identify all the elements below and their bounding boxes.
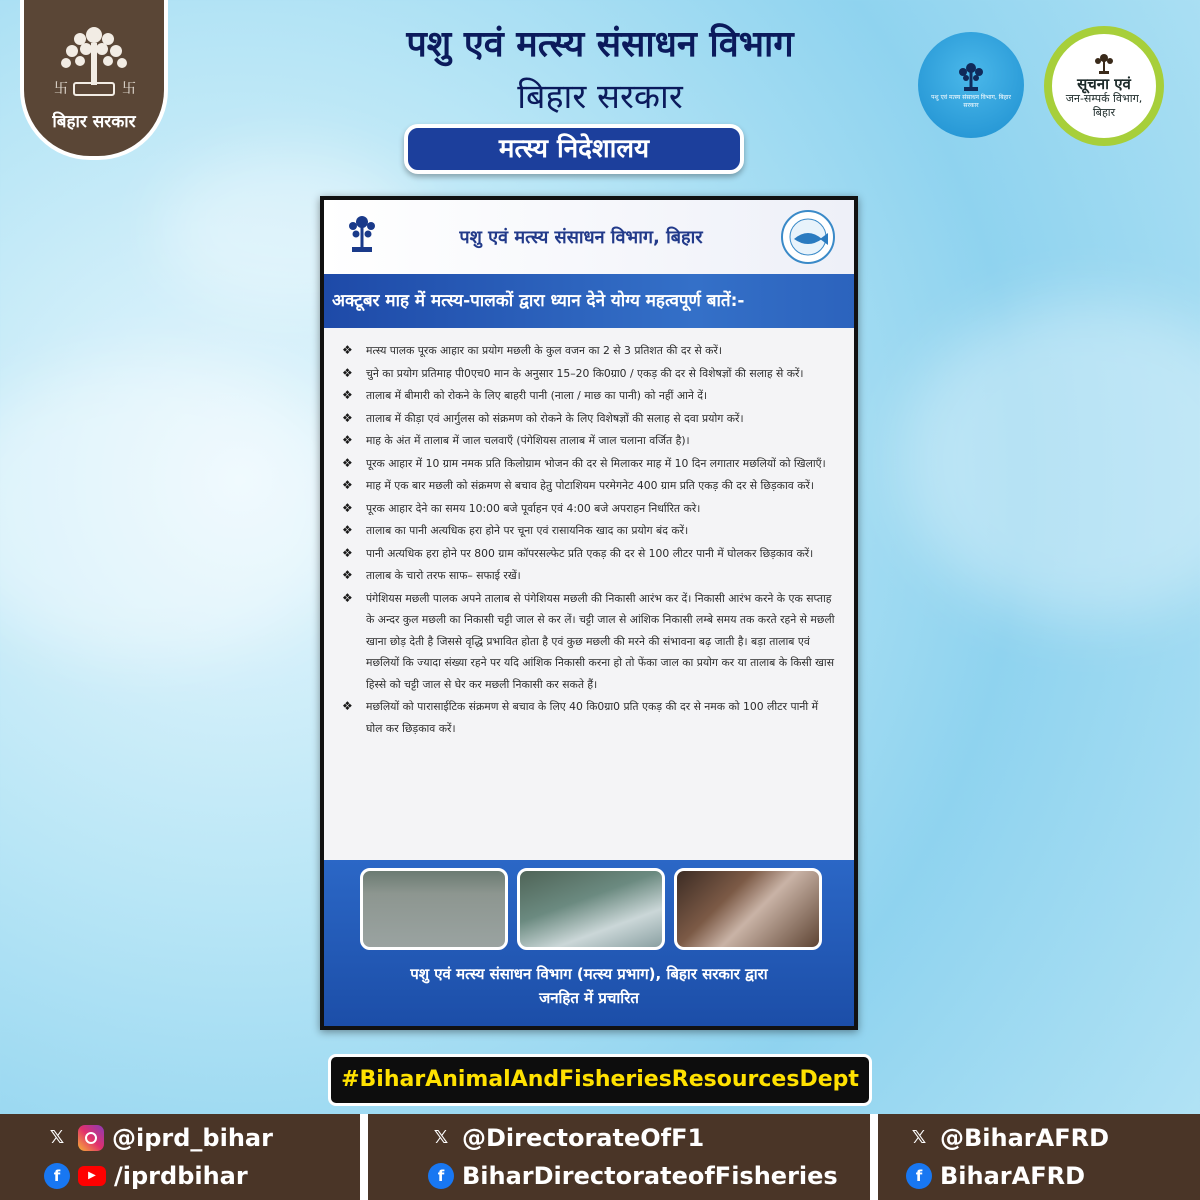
social-row (906, 1162, 1200, 1190)
x-icon: 𝕏 (49, 1127, 65, 1148)
svg-text:卐: 卐 (122, 81, 136, 97)
bullet-icon: ❖ (342, 343, 353, 357)
bullet-icon: ❖ (342, 365, 353, 380)
bullet-icon: ❖ (342, 433, 353, 447)
iprd-logo-line2: जन-सम्पर्क विभाग, (1065, 92, 1143, 105)
bihar-emblem-icon (342, 212, 382, 262)
advisory-text: माह के अंत में तालाब में जाल चलवाएँ (पंगेशियस तालाब में जाल चलाना वर्जित है)। (366, 434, 690, 447)
bullet-icon: ❖ (342, 568, 353, 582)
afrd-handle[interactable]: @BiharAFRD (940, 1124, 1110, 1152)
social-column-directorate (360, 1114, 870, 1200)
aerator-pond-photo (517, 868, 665, 950)
pond-photo (360, 868, 508, 950)
advisory-text: चुने का प्रयोग प्रतिमाह पी0एच0 मान के अनुसार 15–20 कि0ग्रा0 / एकड़ की दर से विशेषज्ञों की सलाह से करें। (366, 366, 804, 380)
social-row (44, 1162, 360, 1190)
footer-line2: जनहित में प्रचारित (539, 989, 639, 1007)
list-item (338, 565, 836, 587)
iprd-logo (1044, 26, 1164, 146)
facebook-icon: f (44, 1163, 70, 1189)
advisory-text: पंगेशियस मछली पालक अपने तालाब से पंगेशियस मछली की निकासी आरंभ कर दें। निकासी आरंभ करने के एक सप्ताह के अन्दर कुल मछली का निकासी चट्टी जाल से कर लें। चट्टी जाल से आंशिक निकासी लम्बे समय तक करते रहने से मछली खाना छोड़ देती है जिससे वृद्धि प्रभावित होता है एवं कुछ मछली की मरने की संभावना बढ़ जाती है। बड़ा तालाब एवं मछलियों कि ज्यादा संख्या रहने पर यदि आंशिक निकासी करना हो तो फेंका जाल का प्रयोग कर या तालाब के किसी खास हिस्से को चट्टी जाल से घेर कर मछली निकासी कर सकते हैं। (366, 591, 835, 691)
advisory-list (324, 328, 854, 739)
directorate-badge: मत्स्य निदेशालय (404, 124, 744, 174)
social-column-afrd (870, 1114, 1200, 1200)
list-item (338, 588, 836, 696)
list-item (338, 385, 836, 407)
social-row (906, 1124, 1200, 1152)
x-icon: 𝕏 (911, 1127, 927, 1148)
advisory-text: तालाब का पानी अत्यधिक हरा होने पर चूना एवं रासायनिक खाद का प्रयोग बंद करें। (366, 524, 689, 537)
list-item (338, 430, 836, 452)
facebook-icon: f (428, 1163, 454, 1189)
afrd-page[interactable]: BiharAFRD (940, 1162, 1086, 1190)
x-icon: 𝕏 (433, 1127, 449, 1148)
social-footer (0, 1114, 1200, 1200)
iprd-page[interactable]: /iprdbihar (114, 1162, 248, 1190)
list-item (338, 520, 836, 542)
poster-footer-text (324, 962, 854, 1010)
afrd-logo-text: पशु एवं मत्स्य संसाधन विभाग, बिहार सरकार (931, 94, 1011, 109)
list-item (338, 543, 836, 565)
bullet-icon: ❖ (342, 455, 353, 470)
advisory-text: पूरक आहार देने का समय 10:00 बजे पूर्वाहन एवं 4:00 बजे अपराहन निर्धारित करे। (366, 501, 701, 515)
bullet-icon: ❖ (342, 523, 353, 537)
infected-fish-photo (674, 868, 822, 950)
department-title: पशु एवं मत्स्य संसाधन विभाग (406, 24, 794, 65)
bullet-icon: ❖ (342, 590, 353, 605)
poster-header (324, 200, 854, 274)
bullet-icon: ❖ (342, 478, 353, 492)
list-item (338, 363, 836, 385)
fisheries-logo-icon (780, 209, 836, 265)
bullet-icon: ❖ (342, 699, 353, 713)
directorate-handle[interactable]: @DirectorateOfF1 (462, 1124, 705, 1152)
government-title: बिहार सरकार (517, 77, 683, 117)
list-item (338, 696, 836, 739)
bullet-icon: ❖ (342, 500, 353, 515)
youtube-icon: ▶ (78, 1166, 106, 1186)
social-column-iprd (0, 1114, 360, 1200)
bodhi-tree-icon (954, 60, 988, 94)
iprd-logo-line3: बिहार (1092, 106, 1116, 119)
advisory-text: तालाब में बीमारी को रोकने के लिए बाहरी पानी (नाला / माछ का पानी) को नहीं आने दें। (366, 389, 708, 402)
bullet-icon: ❖ (342, 410, 353, 425)
advisory-text: मछलियों को पारासाईटिक संक्रमण से बचाव के लिए 40 कि0ग्रा0 प्रति एकड़ की दर से नमक को 100 लीटर पानी में घोल कर छिड़काव करें। (366, 700, 819, 735)
advisory-text: माह में एक बार मछली को संक्रमण से बचाव हेतु पोटाशियम परमेगनेट 400 ग्राम प्रति एकड़ की दर से छिड़काव करें। (366, 479, 815, 492)
advisory-text: तालाब के चारो तरफ साफ– सफाई रखें। (366, 569, 521, 582)
photo-strip (324, 860, 854, 950)
advisory-poster (320, 196, 858, 1030)
instagram-icon (78, 1125, 104, 1151)
background-cloud (900, 300, 1200, 620)
list-item (338, 475, 836, 497)
social-row (428, 1124, 870, 1152)
hashtag-banner: #BiharAnimalAndFisheriesResourcesDept (328, 1054, 872, 1106)
iprd-handle[interactable]: @iprd_bihar (112, 1124, 273, 1152)
list-item (338, 340, 836, 362)
list-item (338, 453, 836, 475)
bullet-icon: ❖ (342, 388, 353, 402)
social-row (428, 1162, 870, 1190)
bodhi-tree-icon (1091, 52, 1117, 76)
afrd-logo (918, 32, 1024, 138)
facebook-icon: f (906, 1163, 932, 1189)
list-item (338, 408, 836, 430)
emblem-label: बिहार सरकार (52, 112, 136, 132)
advisory-text: मत्स्य पालक पूरक आहार का प्रयोग मछली के कुल वजन का 2 से 3 प्रतिशत की दर से करें। (366, 344, 722, 357)
advisory-text: पूरक आहार में 10 ग्राम नमक प्रति किलोग्राम भोजन की दर से मिलाकर माह में 10 दिन लगातार मछलियों को खिलाएँ। (366, 456, 826, 470)
poster-header-title: पशु एवं मत्स्य संसाधन विभाग, बिहार (459, 227, 703, 248)
directorate-page[interactable]: BiharDirectorateofFisheries (462, 1162, 838, 1190)
iprd-logo-line1: सूचना एवं (1077, 75, 1131, 93)
background-cloud (0, 360, 360, 660)
poster-banner: अक्टूबर माह में मत्स्य-पालकों द्वारा ध्यान देने योग्य महत्वपूर्ण बातें:- (324, 274, 854, 328)
advisory-text: तालाब में कीड़ा एवं आर्गुलस को संक्रमण को रोकने के लिए विशेषज्ञों की सलाह से दवा प्रयोग करें। (366, 411, 744, 425)
advisory-text: पानी अत्यधिक हरा होने पर 800 ग्राम कॉपरसल्फेट प्रति एकड़ की दर से 100 लीटर पानी में घोलकर छिड़काव करें। (366, 546, 814, 560)
svg-text:卐: 卐 (54, 81, 68, 97)
poster-footer (324, 860, 854, 1026)
social-row (44, 1124, 360, 1152)
list-item (338, 498, 836, 520)
footer-line1: पशु एवं मत्स्य संसाधन विभाग (मत्स्य प्रभाग), बिहार सरकार द्वारा (410, 965, 768, 983)
bullet-icon: ❖ (342, 545, 353, 560)
